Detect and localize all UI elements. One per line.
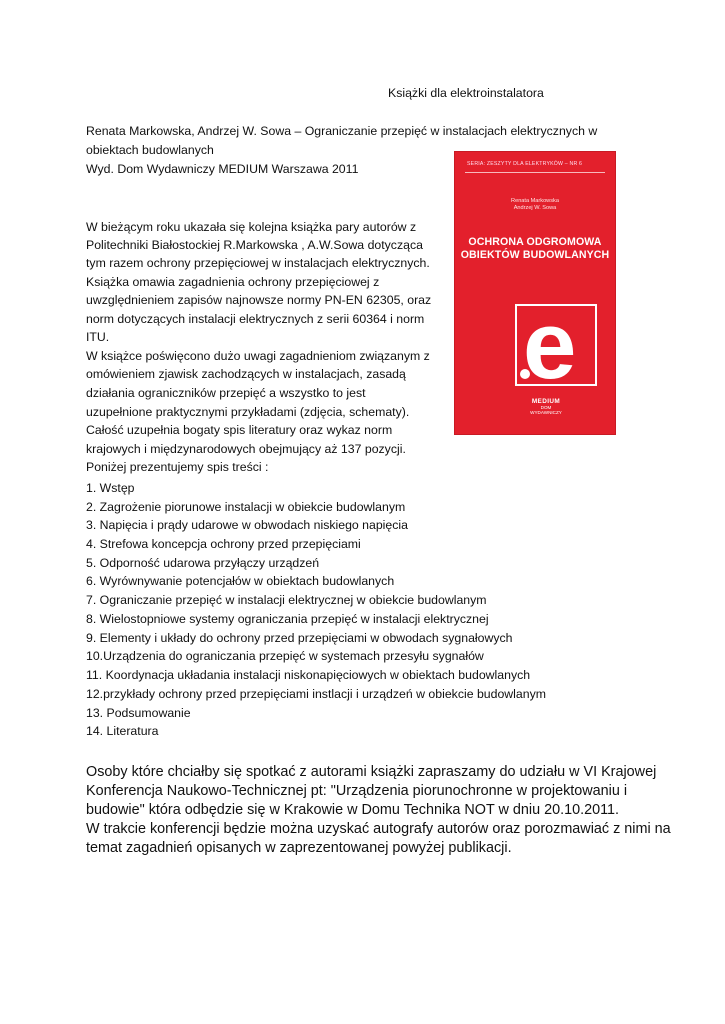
review-line: krajowych i międzynarodowych obejmujący aż 137 pozycji. — [86, 442, 406, 456]
review-line: Poniżej prezentujemy spis treści : — [86, 460, 269, 474]
toc-item: 3. Napięcia i prądy udarowe w obwodach niskiego napięcia — [86, 518, 408, 532]
publisher-sub: WYDAWNICZY — [530, 410, 562, 415]
cover-series: SERIA: ZESZYTY DLA ELEKTRYKÓW – NR 6 — [467, 161, 583, 167]
review-line: uzupełnione praktycznymi przykładami (zdjęcia, schematy). — [86, 405, 410, 419]
review-line: tym razem ochrony przepięciowej w instalacjach elektrycznych. — [86, 256, 430, 270]
toc-item: 8. Wielostopniowe systemy ograniczania przepięć w instalacji elektrycznej — [86, 612, 489, 626]
cover-title: OBIEKTÓW BUDOWLANYCH — [460, 249, 610, 261]
toc-item: 11. Koordynacja układania instalacji niskonapięciowych w obiektach budowlanych — [86, 668, 531, 682]
book-citation-line: Renata Markowska, Andrzej W. Sowa – Ograniczanie przepięć w instalacjach elektrycznych w — [86, 124, 598, 138]
invitation-line: Konferencja Naukowo-Technicznej pt: "Urządzenia piorunochronne w projektowaniu i — [86, 783, 628, 799]
publisher-sub: DOM — [540, 405, 552, 410]
toc-item: 9. Elementy i układy do ochrony przed przepięciami w obwodach sygnałowych — [86, 631, 513, 645]
cover-divider — [465, 172, 605, 173]
invitation-line: temat zagadnień opisanych w zaprezentowanej powyżej publikacji. — [86, 840, 512, 856]
review-line: W książce poświęcono dużo uwagi zagadnieniom związanym z — [86, 349, 430, 363]
invitation-line: budowie" która odbędzie się w Krakowie w Domu Technika NOT w dniu 20.10.2011. — [86, 802, 620, 818]
cover-author: Andrzej W. Sowa — [513, 205, 557, 211]
book-citation-line: obiektach budowlanych — [86, 143, 214, 157]
toc-item: 4. Strefowa koncepcja ochrony przed przepięciami — [86, 537, 361, 551]
review-line: W bieżącym roku ukazała się kolejna książka pary autorów z — [86, 220, 417, 234]
review-line: ITU. — [86, 330, 110, 344]
toc-item: 7. Ograniczanie przepięć w instalacji elektrycznej w obiekcie budowlanym — [86, 593, 487, 607]
review-line: Politechniki Białostockiej R.Markowska , A.W.Sowa dotycząca — [86, 238, 423, 252]
toc-item: 12.przykłady ochrony przed przepięciami instlacji i urządzeń w obiekcie budowlanym — [86, 687, 546, 701]
toc-item: 14. Literatura — [86, 724, 159, 738]
review-line: uwzględnieniem zapisów najnowsze normy PN-EN 62305, oraz — [86, 293, 432, 307]
review-line: norm dotyczących instalacji elektrycznych z serii 60364 i norm — [86, 312, 425, 326]
book-cover-image — [455, 152, 615, 434]
page-heading: Książki dla elektroinstalatora — [388, 86, 544, 100]
review-line: Książka omawia zagadnienia ochrony przepięciowej z — [86, 275, 380, 289]
invitation-line: W trakcie konferencji będzie można uzyskać autografy autorów oraz porozmawiać z nimi na — [86, 821, 671, 837]
toc-item: 10.Urządzenia do ograniczania przepięć w systemach przesyłu sygnałów — [86, 649, 484, 663]
publisher-logo — [526, 398, 566, 415]
publisher-name: MEDIUM — [531, 398, 561, 405]
invitation-line: Osoby które chciałby się spotkać z autorami książki zapraszamy do udziału w VI Krajowej — [86, 764, 657, 780]
toc-item: 13. Podsumowanie — [86, 706, 191, 720]
cover-title: OCHRONA ODGROMOWA — [468, 236, 602, 248]
review-line: omówieniem zjawisk zachodzących w instalacjach, zasadą — [86, 367, 406, 381]
toc-item: 5. Odporność udarowa przyłączy urządzeń — [86, 556, 320, 570]
toc-item: 6. Wyrównywanie potencjałów w obiektach budowlanych — [86, 574, 395, 588]
toc-item: 1. Wstęp — [86, 481, 135, 495]
review-line: działania ograniczników przepięć a wszystko to jest — [86, 386, 366, 400]
logo-letter: e — [523, 304, 577, 386]
e-logo-icon — [515, 304, 597, 386]
toc-item: 2. Zagrożenie piorunowe instalacji w obiekcie budowlanym — [86, 500, 406, 514]
review-line: Całość uzupełnia bogaty spis literatury oraz wykaz norm — [86, 423, 393, 437]
cover-author: Renata Markowska — [511, 198, 559, 204]
book-publisher-line: Wyd. Dom Wydawniczy MEDIUM Warszawa 2011 — [86, 162, 359, 176]
